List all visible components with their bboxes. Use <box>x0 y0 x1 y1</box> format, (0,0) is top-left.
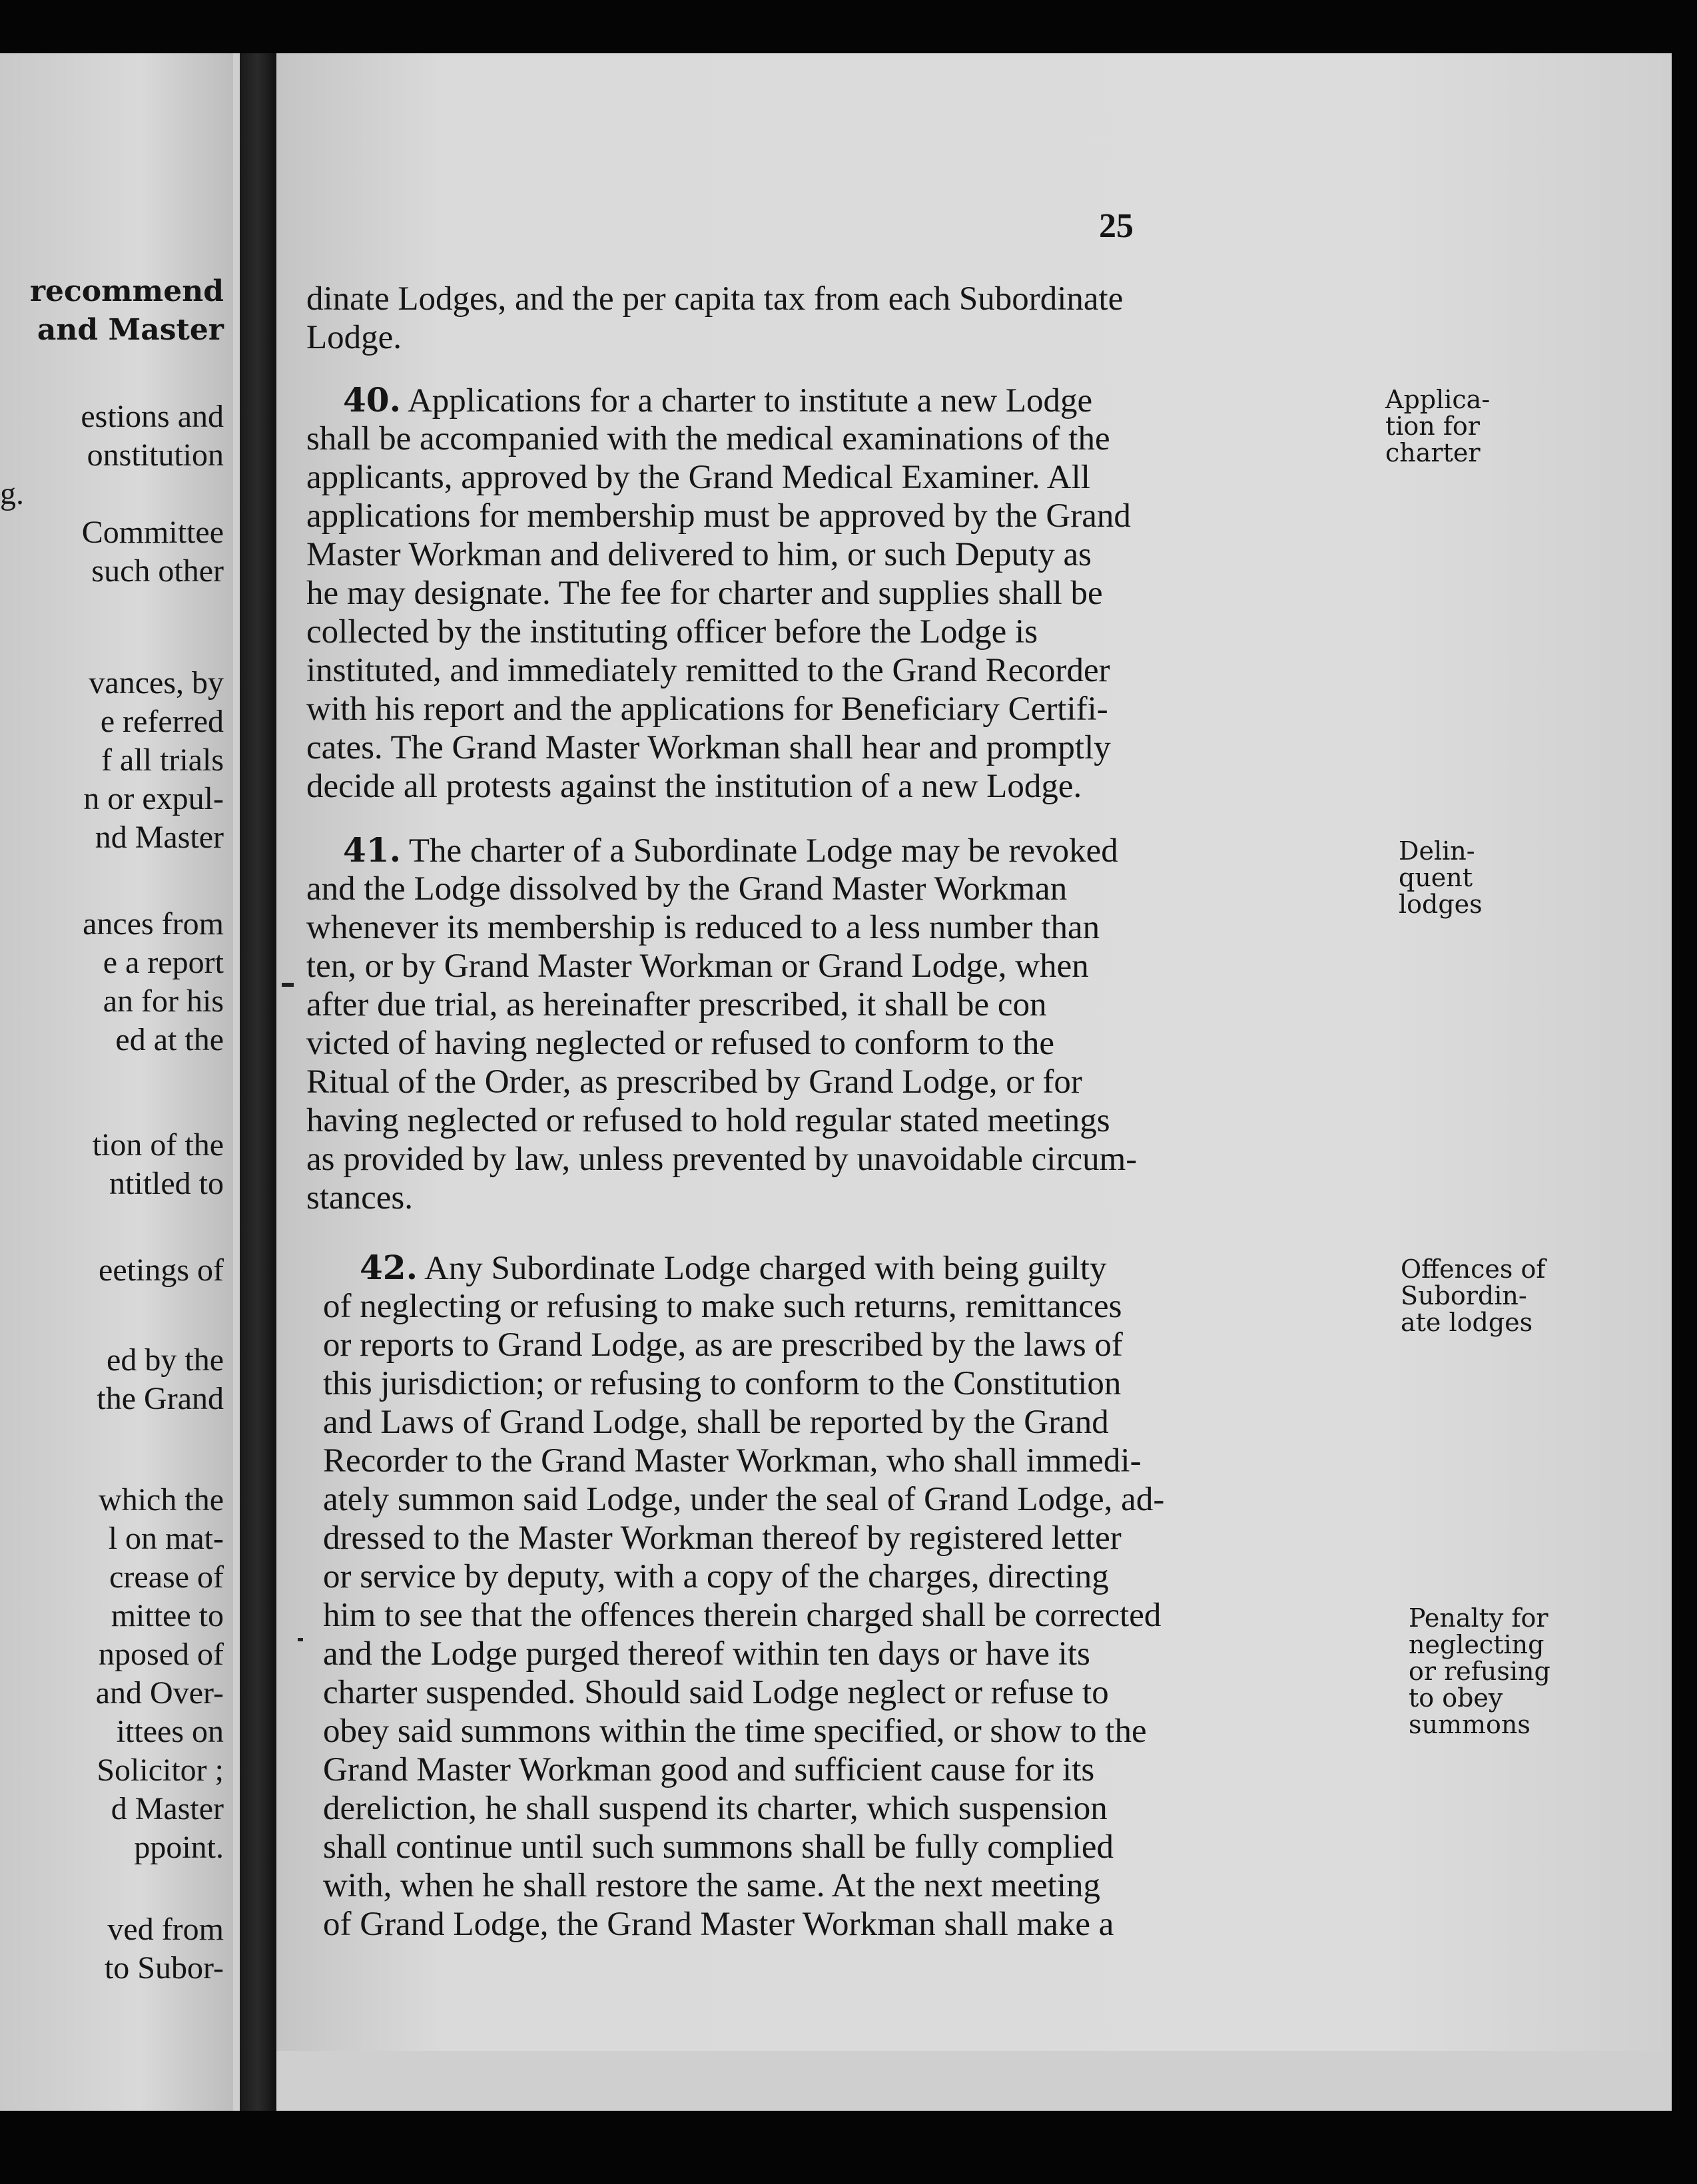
margin-tick-mark <box>282 983 294 987</box>
left-text-line: and Over- <box>95 1675 224 1711</box>
margin-note-line: or refusing <box>1409 1657 1550 1686</box>
section-number: 41. <box>343 830 401 870</box>
section-first-line <box>343 381 1092 420</box>
body-line: charter suspended. Should said Lodge neglect or refuse to <box>323 1674 1109 1711</box>
body-line: applicants, approved by the Grand Medical Examiner. All <box>306 459 1090 496</box>
left-text-line: which the <box>99 1482 224 1517</box>
body-line: obey said summons within the time specified, or show to the <box>323 1713 1147 1750</box>
left-text-line: onstitution <box>87 437 224 473</box>
body-line: as provided by law, unless prevented by unavoidable circum- <box>306 1141 1138 1178</box>
margin-note-line: summons <box>1409 1710 1530 1739</box>
body-line: him to see that the offences therein charged shall be corrected <box>323 1597 1162 1634</box>
body-line: Ritual of the Order, as prescribed by Grand Lodge, or for <box>306 1063 1082 1101</box>
left-text-line: l on mat- <box>108 1521 224 1556</box>
body-line: The charter of a Subordinate Lodge may be revoked <box>408 832 1118 870</box>
left-text-line: ppoint. <box>134 1830 224 1865</box>
left-text-line: vances, by <box>89 665 224 700</box>
body-line: dressed to the Master Workman thereof by registered letter <box>323 1519 1122 1557</box>
section-number: 40. <box>343 380 401 419</box>
left-text-line: f all trials <box>101 742 224 778</box>
left-text-line: the Grand <box>97 1381 224 1416</box>
left-text-line: crease of <box>109 1559 224 1595</box>
margin-note-line: Penalty for <box>1409 1603 1548 1633</box>
body-line: Applications for a charter to institute a new Lodge <box>407 382 1093 419</box>
left-text-line: estions and <box>81 399 224 434</box>
body-line: Any Subordinate Lodge charged with being guilty <box>424 1250 1107 1287</box>
section-first-line <box>343 831 1118 870</box>
body-line: with, when he shall restore the same. At the next meeting <box>323 1867 1101 1904</box>
body-line: or reports to Grand Lodge, as are prescribed by the laws of <box>323 1326 1123 1364</box>
body-line: shall continue until such summons shall be fully complied <box>323 1828 1114 1866</box>
margin-note-line: ate lodges <box>1401 1308 1533 1337</box>
scanned-spread <box>0 53 1672 2111</box>
body-line: cates. The Grand Master Workman shall hear and promptly <box>306 729 1111 766</box>
margin-tick-mark <box>298 1638 303 1641</box>
left-text-line: e a report <box>103 945 224 980</box>
left-text-line: nd Master <box>95 820 224 855</box>
right-page <box>276 53 1662 2051</box>
body-line: he may designate. The fee for charter and supplies shall be <box>306 575 1103 612</box>
body-line: and Laws of Grand Lodge, shall be reported by the Grand <box>323 1404 1109 1441</box>
body-line: and the Lodge purged thereof within ten days or have its <box>323 1635 1090 1673</box>
margin-note <box>1401 1256 1545 1336</box>
body-line: Master Workman and delivered to him, or such Deputy as <box>306 536 1092 573</box>
margin-note-line: Applica- <box>1385 385 1491 414</box>
body-line: after due trial, as hereinafter prescribed, it shall be con <box>306 986 1047 1023</box>
body-line: having neglected or refused to hold regular stated meetings <box>306 1102 1110 1139</box>
body-line: collected by the instituting officer before the Lodge is <box>306 613 1038 651</box>
body-line: Lodge. <box>306 319 402 356</box>
left-text-line: eetings of <box>99 1252 224 1288</box>
left-text-line: g. <box>0 476 24 511</box>
section-first-line <box>360 1248 1106 1288</box>
margin-note-line: Delin- <box>1399 836 1475 866</box>
left-text-line: ntitled to <box>109 1166 224 1201</box>
body-line: whenever its membership is reduced to a less number than <box>306 909 1100 946</box>
body-line: of neglecting or refusing to make such returns, remittances <box>323 1288 1122 1325</box>
body-line: ten, or by Grand Master Workman or Grand Lodge, when <box>306 948 1089 985</box>
left-text-line: Solicitor ; <box>97 1753 224 1788</box>
book-gutter <box>240 53 276 2111</box>
margin-note-line: quent <box>1399 863 1473 892</box>
left-text-line: n or expul- <box>83 781 224 816</box>
margin-note-line: neglecting <box>1409 1630 1544 1659</box>
left-text-line: ed by the <box>107 1342 224 1378</box>
left-page-fragment <box>0 53 233 2111</box>
left-text-line: ittees on <box>116 1714 224 1749</box>
body-line: decide all protests against the institution of a new Lodge. <box>306 768 1082 805</box>
left-text-line: nposed of <box>99 1637 224 1672</box>
body-line: or service by deputy, with a copy of the charges, directing <box>323 1558 1109 1595</box>
left-text-line: Committee <box>81 515 224 550</box>
margin-note-line: charter <box>1385 438 1481 467</box>
left-text-line: and Master <box>37 313 224 347</box>
body-line: ately summon said Lodge, under the seal of Grand Lodge, ad- <box>323 1481 1165 1518</box>
body-line: dereliction, he shall suspend its charter, which suspension <box>323 1790 1108 1827</box>
body-line: of Grand Lodge, the Grand Master Workman shall make a <box>323 1906 1114 1943</box>
left-text-line: recommend <box>29 274 224 308</box>
body-line: instituted, and immediately remitted to the Grand Recorder <box>306 652 1110 689</box>
margin-note-line: Offences of <box>1401 1254 1546 1284</box>
body-line: victed of having neglected or refused to conform to the <box>306 1025 1055 1062</box>
body-line: applications for membership must be approved by the Grand <box>306 497 1131 535</box>
margin-note <box>1385 386 1490 466</box>
body-line: stances. <box>306 1179 414 1217</box>
page-number: 25 <box>1099 207 1134 245</box>
margin-note-line: lodges <box>1399 890 1483 919</box>
left-text-line: ances from <box>83 906 224 942</box>
left-text-line: d Master <box>111 1791 224 1826</box>
margin-note <box>1399 838 1483 918</box>
body-line: with his report and the applications for Beneficiary Certifi- <box>306 690 1108 728</box>
left-text-line: e referred <box>100 704 224 739</box>
body-line: and the Lodge dissolved by the Grand Master Workman <box>306 870 1068 908</box>
left-text-line: mittee to <box>111 1598 224 1633</box>
left-text-line: to Subor- <box>104 1950 224 1986</box>
body-line: Grand Master Workman good and sufficient cause for its <box>323 1751 1095 1788</box>
body-line: dinate Lodges, and the per capita tax from each Subordinate <box>306 280 1124 318</box>
margin-note-line: tion for <box>1385 411 1480 441</box>
body-line: Recorder to the Grand Master Workman, who shall immedi- <box>323 1442 1142 1480</box>
left-text-line: ed at the <box>115 1022 224 1057</box>
body-line: this jurisdiction; or refusing to conform to the Constitution <box>323 1365 1122 1402</box>
margin-note <box>1409 1605 1550 1738</box>
left-text-line: tion of the <box>92 1127 224 1163</box>
left-text-line: such other <box>91 553 224 589</box>
body-line: shall be accompanied with the medical examinations of the <box>306 420 1110 457</box>
left-text-line: ved from <box>107 1912 224 1947</box>
left-text-line: an for his <box>103 983 224 1019</box>
margin-note-line: Subordin- <box>1401 1281 1527 1310</box>
section-number: 42. <box>360 1248 418 1287</box>
margin-note-line: to obey <box>1409 1683 1503 1713</box>
